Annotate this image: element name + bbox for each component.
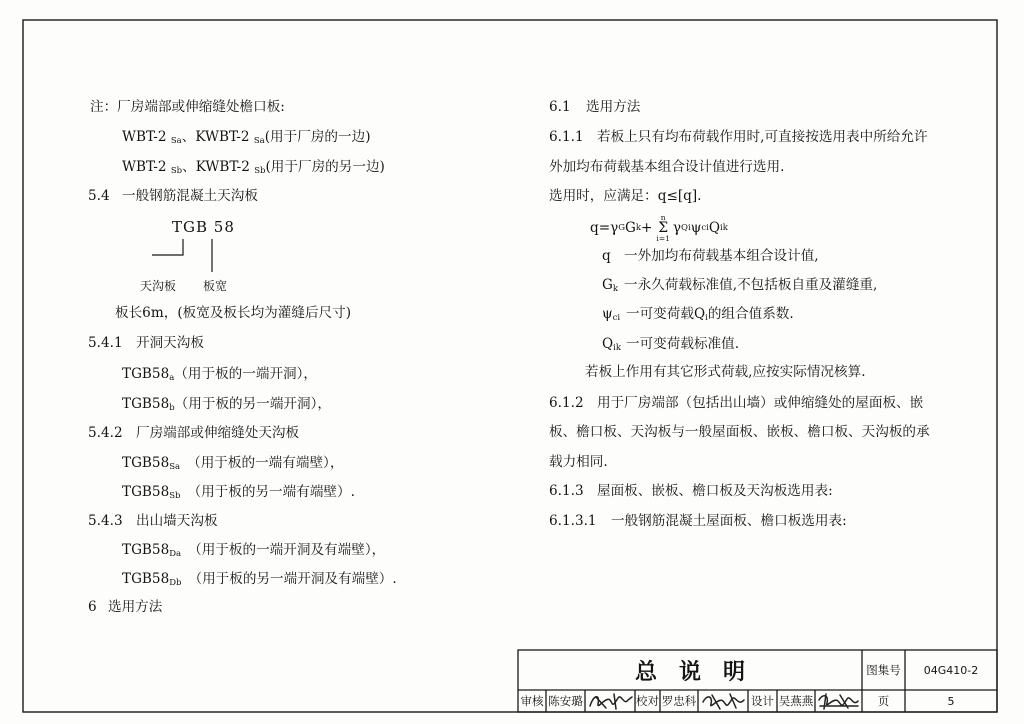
- product-code: TGB58: [122, 366, 170, 382]
- code-label-type: 天沟板: [140, 279, 177, 293]
- note-code: 、KWBT-2: [181, 129, 254, 145]
- signature-image: [590, 694, 632, 709]
- product-code: TGB 58: [172, 218, 235, 236]
- section-number: 6.1.3.1: [549, 513, 597, 529]
- section-heading: 一般钢筋混凝土屋面板、檐口板选用表:: [611, 513, 847, 529]
- code-label-width: 板宽: [203, 279, 228, 293]
- product-description: （用于板的另一端有端壁）.: [187, 484, 355, 500]
- symbol-subscript: ik: [613, 343, 622, 353]
- section-number: 6.1.1: [549, 129, 584, 145]
- formula-term: ψ: [690, 220, 702, 236]
- note-title: 注：厂房端部或伸缩缝处檐口板:: [90, 99, 285, 115]
- reviewer-name: 陈安璐: [548, 694, 583, 708]
- note-description: (用于厂房的另一边): [265, 159, 385, 175]
- drawing-title: 总 说 明: [634, 658, 745, 685]
- section-number: 6.1.3: [549, 483, 584, 499]
- symbol: ψ: [602, 306, 613, 322]
- note-code-subscript: Sa: [253, 136, 265, 146]
- review-label: 审核: [520, 694, 544, 708]
- note-description: (用于厂房的一边): [264, 129, 371, 145]
- product-description: （用于板的另一端开洞），: [174, 396, 331, 412]
- summation-lower-limit: i=1: [656, 233, 670, 243]
- design-label: 设计: [751, 694, 774, 708]
- product-code: TGB58: [122, 396, 170, 412]
- paragraph-line: 载力相同.: [549, 454, 608, 470]
- checker-name: 罗忠科: [661, 694, 697, 708]
- definition-text: 一永久荷载标准值,不包括板自重及灌缝重,: [624, 277, 878, 293]
- paragraph-line: 外加均布荷载基本组合设计值进行选用.: [549, 159, 785, 175]
- page-label: 页: [877, 694, 890, 708]
- paragraph-line: 用于厂房端部（包括出山墙）或伸缩缝处的屋面板、嵌: [597, 395, 924, 411]
- formula-term: γ: [672, 220, 682, 236]
- length-note: 板长6m，(板宽及板长均为灌缝后尺寸): [115, 305, 352, 321]
- product-description: （用于板的一端有端壁），: [187, 455, 344, 471]
- product-item: [122, 571, 397, 587]
- formula-operator: +: [641, 220, 653, 236]
- product-item: [122, 455, 343, 471]
- product-description: （用于板的一端开洞及有端壁），: [188, 542, 386, 558]
- definition-symbol: [602, 336, 621, 352]
- signature-image: [703, 694, 744, 709]
- note-item-a: [122, 129, 371, 145]
- formula-term: Q: [708, 220, 721, 236]
- product-code-subscript: Db: [169, 578, 182, 588]
- summation-upper-limit: n: [660, 212, 666, 222]
- definition-text-part: 的组合值系数.: [707, 306, 794, 322]
- summation-sign: Σ: [658, 219, 669, 236]
- selection-condition: 选用时，应满足：q≤[q].: [549, 188, 702, 204]
- definition-subscript: i: [705, 313, 708, 323]
- section-heading: 开洞天沟板: [136, 335, 204, 351]
- section-number: 5.4.3: [88, 513, 123, 529]
- note-code-subscript: Sb: [254, 166, 266, 176]
- section-number: 6.1.2: [549, 395, 584, 411]
- paragraph-line: 若板上只有均布荷载作用时,可直接按选用表中所给允许: [597, 129, 928, 145]
- section-heading: 一般钢筋混凝土天沟板: [122, 188, 258, 204]
- designer-name: 吴燕燕: [778, 694, 814, 708]
- check-label: 校对: [636, 694, 659, 708]
- note-code-subscript: Sb: [170, 166, 183, 176]
- summation: [656, 214, 669, 243]
- symbol-subscript: ci: [612, 313, 621, 323]
- product-description: （用于板的另一端开洞及有端壁）.: [188, 571, 397, 587]
- section-number: 5.4.2: [88, 425, 123, 441]
- section-number: 6.1: [549, 99, 571, 115]
- note-code: WBT-2: [122, 129, 171, 145]
- section-number: 6: [88, 599, 97, 615]
- definition-symbol: [602, 277, 618, 293]
- product-code-subscript: a: [169, 373, 175, 383]
- product-item: [122, 542, 385, 558]
- section-number: 5.4.1: [88, 335, 123, 351]
- definition-text: 一外加均布荷载基本组合设计值,: [624, 248, 819, 264]
- product-code: TGB58: [122, 484, 170, 500]
- product-code-subscript: Da: [169, 549, 182, 559]
- definition-text: [626, 306, 794, 322]
- section-heading: 屋面板、嵌板、檐口板及天沟板选用表:: [597, 483, 833, 499]
- product-code-subscript: Sa: [169, 462, 181, 472]
- note-code: 、KWBT-2: [182, 159, 255, 175]
- page-number: 5: [947, 694, 955, 708]
- code-bracket-lines: [152, 239, 212, 272]
- definition-text-part: 一可变荷载Q: [626, 306, 706, 322]
- signature-image: [819, 694, 858, 709]
- product-item: [122, 396, 331, 412]
- atlas-number-label: 图集号: [866, 663, 901, 677]
- load-formula: q=γ G G k + n Σ i=1 γ Qi ψ ci Q ik: [590, 212, 728, 243]
- product-description: （用于板的一端开洞），: [174, 366, 318, 382]
- definition-symbol: q: [602, 248, 611, 264]
- section-heading: 选用方法: [586, 99, 641, 115]
- definition-text: 一可变荷载标准值.: [626, 336, 740, 352]
- formula-term: q=γ: [590, 220, 619, 236]
- section-number: 5.4: [88, 188, 110, 204]
- product-code: TGB58: [122, 542, 170, 558]
- product-code-subscript: b: [169, 403, 175, 413]
- section-heading: 出山墙天沟板: [136, 513, 218, 529]
- atlas-number: 04G410-2: [923, 663, 979, 677]
- symbol: Q: [602, 336, 614, 352]
- section-heading: 选用方法: [108, 599, 163, 615]
- product-code-subscript: Sb: [169, 491, 181, 501]
- product-item: [122, 484, 355, 500]
- note-code: WBT-2: [122, 159, 171, 175]
- product-code: TGB58: [122, 571, 170, 587]
- paragraph-line: 板、檐口板、天沟板与一般屋面板、嵌板、檐口板、天沟板的承: [549, 424, 930, 440]
- formula-term: G: [625, 220, 636, 236]
- other-loads-note: 若板上作用有其它形式荷载,应按实际情况核算.: [585, 364, 866, 380]
- product-code: TGB58: [122, 455, 170, 471]
- note-item-b: [122, 159, 385, 175]
- section-heading: 厂房端部或伸缩缝处天沟板: [136, 425, 300, 441]
- symbol: G: [602, 277, 613, 293]
- symbol-subscript: k: [612, 284, 619, 294]
- note-code-subscript: Sa: [170, 136, 182, 146]
- definition-symbol: [602, 306, 620, 322]
- product-item: [122, 366, 317, 382]
